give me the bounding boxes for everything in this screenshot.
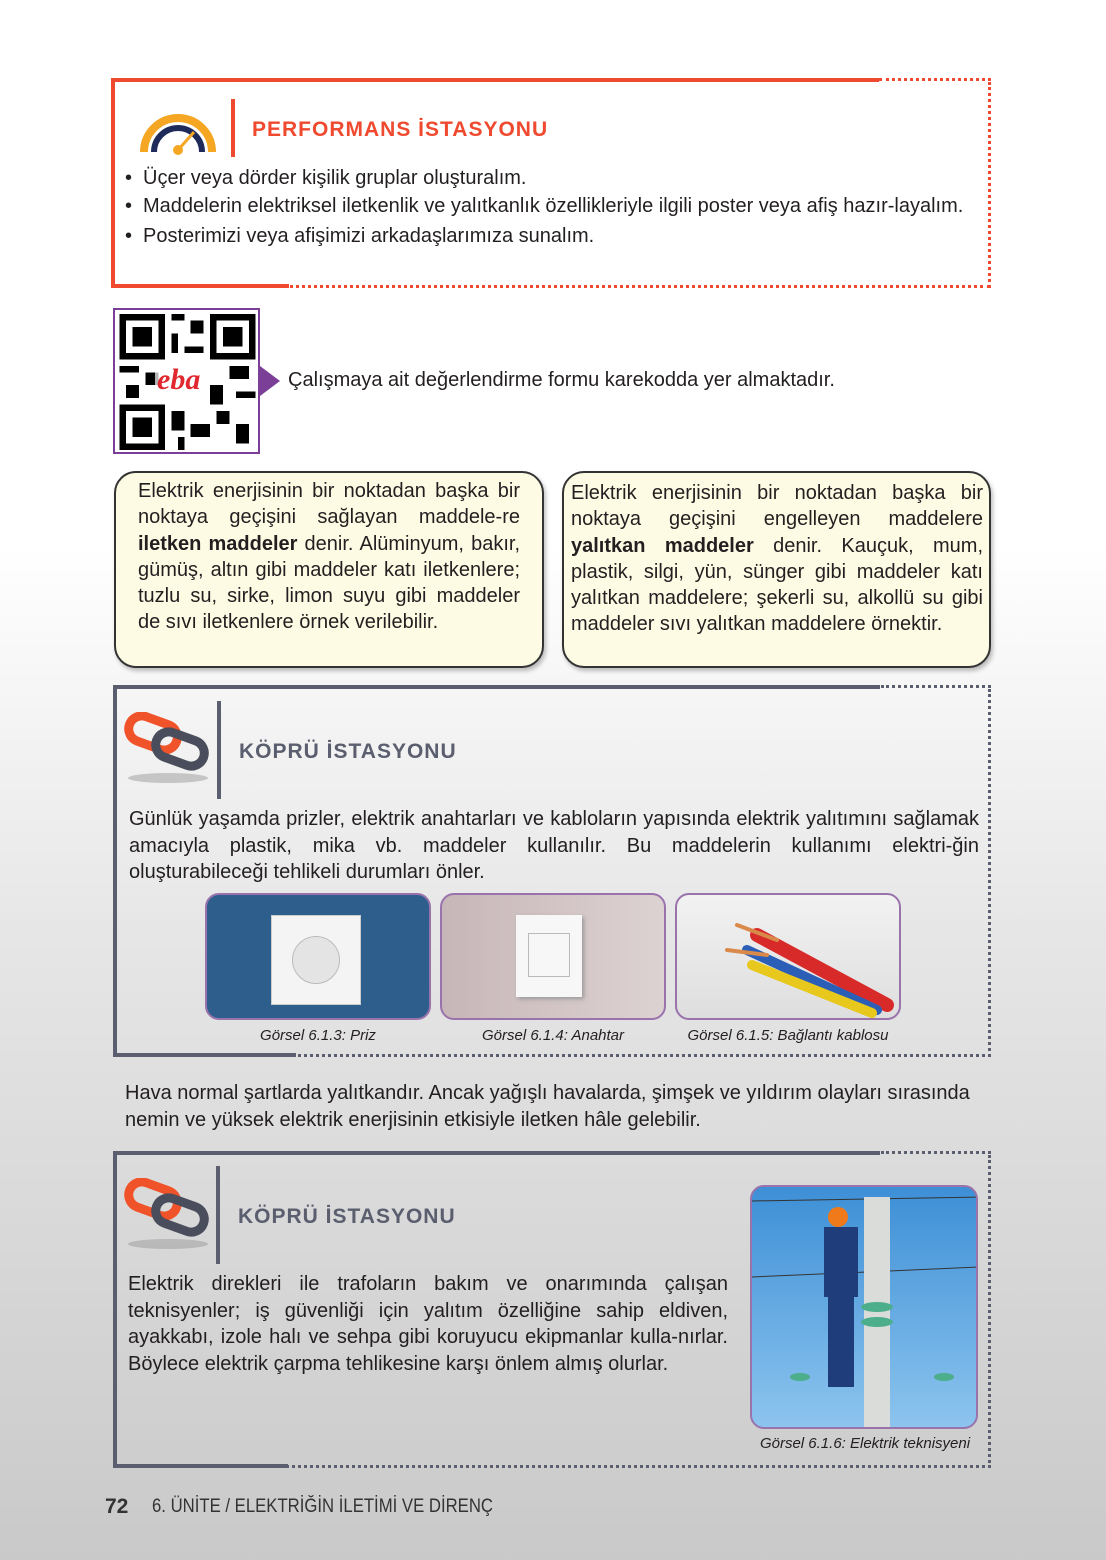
- arrow-icon: [260, 366, 280, 396]
- insulators-definition: [562, 471, 991, 668]
- chain-link-icon: [120, 712, 215, 787]
- caption: Görsel 6.1.4: Anahtar: [481, 1027, 625, 1044]
- switch-image: [440, 893, 666, 1020]
- chain-link-icon: [120, 1178, 215, 1253]
- conductors-definition: [114, 471, 544, 668]
- bridge-text: Günlük yaşamda prizler, elektrik anahtarları ve kabloların yapısında elektrik yalıtımını sağlamak amacıyla plastik, mika vb. maddeler kullanılır. Bu maddelerin kullanımı elektri-ğin oluşturabileceği tehlikeli durumları önler.: [129, 808, 979, 883]
- caption: Görsel 6.1.3: Priz: [260, 1027, 376, 1044]
- divider: [217, 701, 221, 799]
- term-insulators: yalıtkan maddeler: [571, 534, 754, 557]
- cable-image: [675, 893, 901, 1020]
- body-paragraph: Hava normal şartlarda yalıtkandır. Ancak yağışlı havalarda, şimşek ve yıldırım olayları sırasında nemin ve yüksek elektrik enerjisinin etkisiyle iletken hâle gelebilir.: [125, 1082, 970, 1131]
- bridge-text: Elektrik direkleri ile trafoların bakım ve onarımında çalışan teknisyenler; iş güvenliği için yalıtım özelliğine sahip eldiven, ayakkabı, izole halı ve sehpa gibi koruyucu ekipmanlar kulla-nırlar. Böylece elektrik çarpma tehlikesine karşı önlem almış olurlar.: [128, 1273, 728, 1375]
- list-item: • Posterimizi veya afişimizi arkadaşlarımıza sunalım.: [115, 222, 983, 251]
- performance-title: PERFORMANS İSTASYONU: [252, 118, 549, 141]
- performance-list: [115, 164, 983, 251]
- technician-image: [750, 1185, 978, 1429]
- divider: [216, 1166, 220, 1264]
- text: Elektrik enerjisinin bir noktadan başka bir noktaya geçişini sağlayan maddele-re: [138, 480, 520, 529]
- page-number: 72: [105, 1495, 129, 1518]
- eba-logo: eba: [157, 363, 201, 396]
- text: Elektrik enerjisinin bir noktadan başka bir noktaya geçişini engelleyen maddelere: [571, 482, 983, 531]
- speedometer-icon: [138, 106, 218, 156]
- bridge-title: KÖPRÜ İSTASYONU: [238, 1205, 456, 1228]
- bridge-title: KÖPRÜ İSTASYONU: [239, 740, 457, 763]
- unit-title: 6. ÜNİTE / ELEKTRİĞİN İLETİMİ VE DİRENÇ: [152, 1496, 493, 1517]
- qr-text: Çalışmaya ait değerlendirme formu karekodda yer almaktadır.: [288, 369, 835, 391]
- text: denir. Kauçuk, mum, plastik, silgi, yün, sünger gibi maddeler katı yalıtkan maddelere; şekerli su, alkollü su gibi maddeler sıvı yalıtkan maddelere örnektir.: [571, 534, 983, 636]
- qr-code[interactable]: [113, 308, 260, 454]
- caption: Görsel 6.1.5: Bağlantı kablosu: [687, 1027, 889, 1044]
- list-item: • Maddelerin elektriksel iletkenlik ve yalıtkanlık özellikleriyle ilgili poster veya afiş hazır-layalım.: [115, 193, 983, 222]
- caption: Görsel 6.1.6: Elektrik teknisyeni: [759, 1435, 971, 1452]
- divider: [231, 99, 235, 157]
- socket-image: [205, 893, 431, 1020]
- text: denir. Alüminyum, bakır, gümüş, altın gibi maddeler katı iletkenlere; tuzlu su, sirke, limon suyu gibi maddeler de sıvı iletkenlere örnek verilebilir.: [138, 532, 521, 634]
- list-item: • Üçer veya dörder kişilik gruplar oluşturalım.: [115, 164, 983, 193]
- term-conductors: iletken maddeler: [138, 532, 298, 555]
